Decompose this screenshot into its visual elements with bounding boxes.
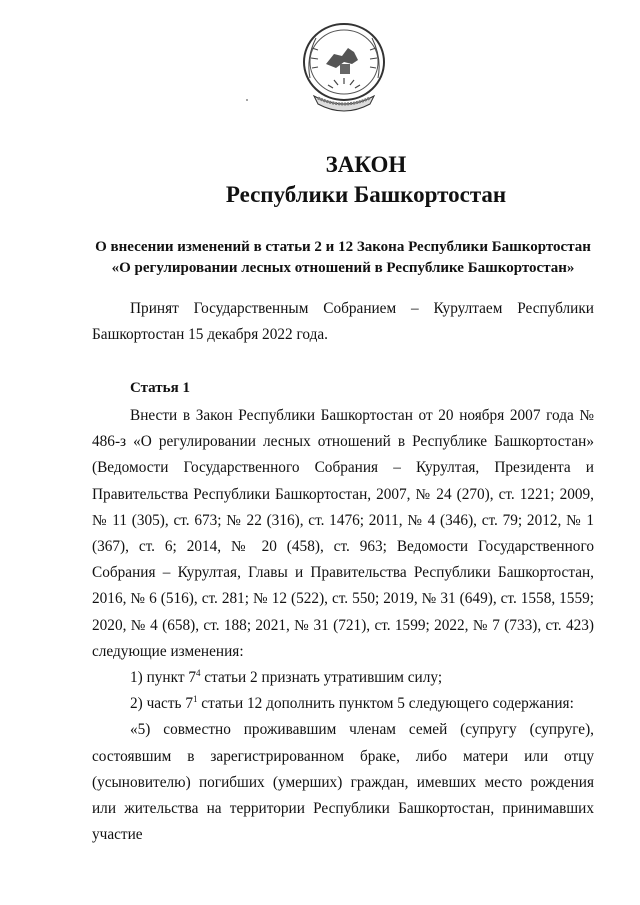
coat-of-arms-emblem [296, 18, 392, 118]
item-1-sup: 4 [195, 668, 201, 679]
law-subtitle [92, 237, 594, 279]
article-1-item-3: «5) совместно проживавшим членам семей (супругу (супруге), состоявшим в зарегистрированном браке, либо матери или отцу (усыновителю) погибших (умерших) граждан, имевших место рождения или жительства на территории Республики Башкортостан, принимавших участие [92, 721, 594, 844]
issuer-title: Республики Башкортостан [225, 182, 507, 207]
item-2-post: статьи 12 дополнить пунктом 5 следующего содержания: [197, 695, 574, 713]
item-1-post: статьи 2 признать утратившим силу; [200, 669, 443, 687]
subtitle-line-1: О внесении изменений в статьи 2 и 12 Закона Республики Башкортостан [95, 239, 591, 255]
item-2-sup: 1 [192, 694, 198, 705]
article-1-body [92, 403, 594, 848]
scan-speck [246, 99, 248, 101]
item-2-pre: 2) часть 7 [130, 695, 193, 713]
article-1-heading: Статья 1 [130, 380, 190, 396]
article-1-item-2 [92, 691, 594, 717]
article-1-item-1 [92, 665, 594, 691]
adoption-note: Принят Государственным Собранием – Курултаем Республики Башкортостан 15 декабря 2022 года. [92, 300, 594, 344]
subtitle-line-2: «О регулировании лесных отношений в Республике Башкортостан» [111, 260, 575, 276]
item-1-pre: 1) пункт 7 [130, 669, 196, 687]
article-1-intro: Внести в Закон Республики Башкортостан от 20 ноября 2007 года № 486-з «О регулировании лесных отношений в Республике Башкортостан» (Ведомости Государственного Собрания – Курултая, Президента и Правительства Республики Башкортостан, 2007, № 24 (270), ст. 1221; 2009, № 11 (305), ст. 673; № 22 (316), ст. 1476; 2011, № 4 (346), ст. 79; 2012, № 1 (367), ст. 6; 2014, № 20 (458), ст. 963; Ведомости Государственного Собрания – Курултая, Главы и Правительства Республики Башкортостан, 2016, № 6 (516), ст. 281; № 12 (522), ст. 550; 2019, № 31 (649), ст. 1558, 1559; 2020, № 4 (658), ст. 188; 2021, № 31 (721), ст. 1599; 2022, № 7 (733), ст. 423) следующие изменения: [92, 407, 594, 660]
doc-type-title: ЗАКОН [325, 152, 407, 177]
